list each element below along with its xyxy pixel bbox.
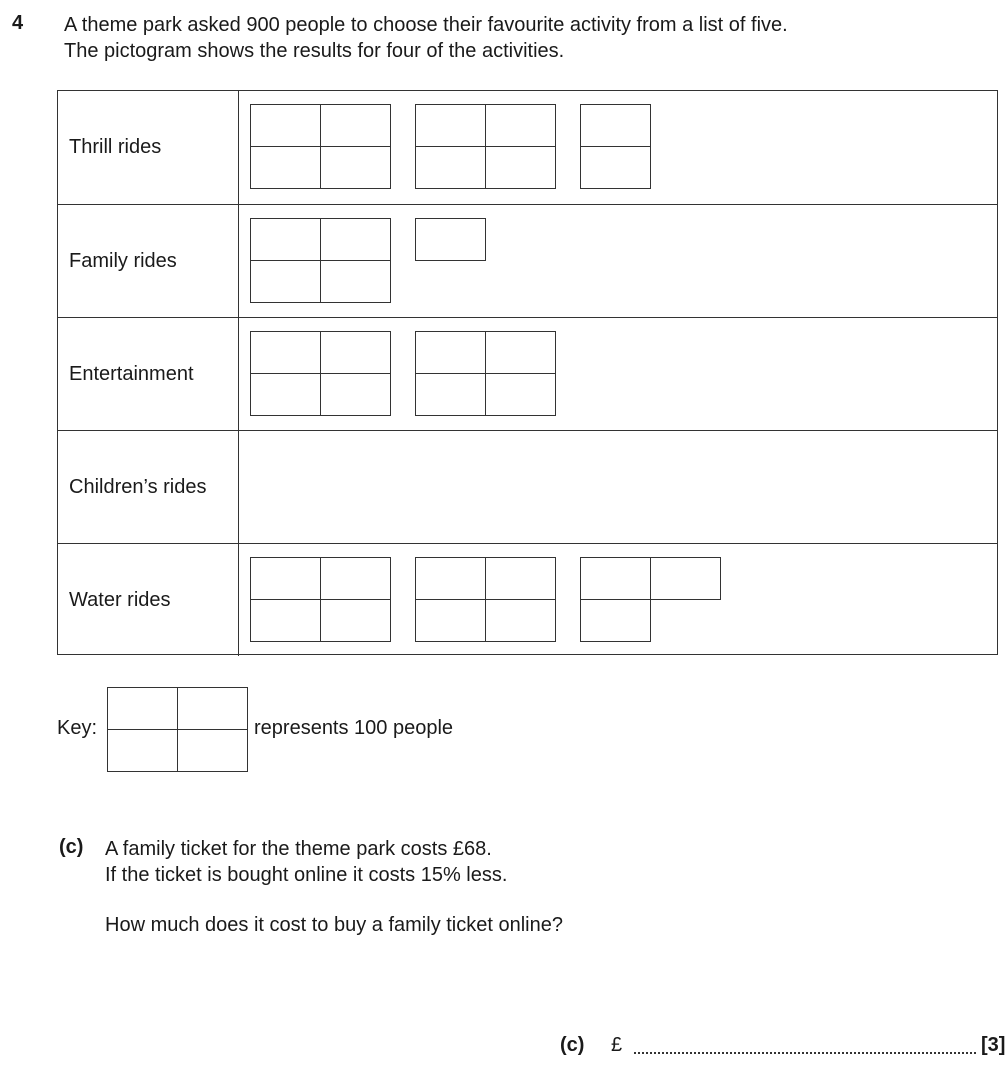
pictogram-quarter-symbol bbox=[250, 218, 321, 261]
answer-line[interactable] bbox=[634, 1052, 976, 1054]
row-label: Children’s rides bbox=[58, 431, 239, 543]
key-quarter bbox=[177, 687, 248, 730]
pictogram-quarter-symbol bbox=[320, 599, 391, 642]
question-number: 4 bbox=[12, 12, 24, 34]
pictogram-quarter-symbol bbox=[485, 146, 556, 189]
row-symbols bbox=[239, 205, 997, 317]
pictogram-quarter-symbol bbox=[415, 373, 486, 416]
key-quarter bbox=[107, 687, 178, 730]
pictogram-quarter-symbol bbox=[415, 104, 486, 147]
pictogram-quarter-symbol bbox=[485, 557, 556, 600]
pictogram-quarter-symbol bbox=[320, 557, 391, 600]
pictogram-row-entertainment bbox=[58, 317, 997, 430]
pictogram-row-thrill-rides bbox=[58, 91, 997, 204]
pictogram-quarter-symbol bbox=[320, 104, 391, 147]
answer-marks: [3] bbox=[981, 1034, 1006, 1056]
pictogram-quarter-symbol bbox=[320, 218, 391, 261]
answer-currency: £ bbox=[611, 1034, 623, 1056]
pictogram-quarter-symbol bbox=[415, 218, 486, 261]
pictogram-row-childrens-rides bbox=[58, 430, 997, 543]
pictogram-quarter-symbol bbox=[250, 373, 321, 416]
row-label: Water rides bbox=[58, 544, 239, 656]
intro-line-1: A theme park asked 900 people to choose their favourite activity from a list of five. bbox=[64, 14, 788, 36]
pictogram-quarter-symbol bbox=[320, 373, 391, 416]
pictogram-table bbox=[57, 90, 998, 655]
row-label: Entertainment bbox=[58, 318, 239, 430]
key-symbol bbox=[107, 687, 248, 772]
pictogram-quarter-symbol bbox=[250, 599, 321, 642]
part-c-line-2: If the ticket is bought online it costs 15% less. bbox=[105, 864, 508, 886]
row-symbols bbox=[239, 318, 997, 430]
pictogram-quarter-symbol bbox=[580, 599, 651, 642]
pictogram-row-water-rides bbox=[58, 543, 997, 656]
pictogram-quarter-symbol bbox=[250, 146, 321, 189]
row-label: Thrill rides bbox=[58, 91, 239, 204]
pictogram-quarter-symbol bbox=[250, 331, 321, 374]
answer-label: (c) bbox=[560, 1034, 585, 1056]
pictogram-quarter-symbol bbox=[320, 146, 391, 189]
pictogram-quarter-symbol bbox=[415, 146, 486, 189]
part-c-label: (c) bbox=[59, 836, 84, 858]
pictogram-quarter-symbol bbox=[415, 599, 486, 642]
pictogram-quarter-symbol bbox=[415, 557, 486, 600]
pictogram-quarter-symbol bbox=[250, 260, 321, 303]
pictogram-quarter-symbol bbox=[320, 331, 391, 374]
pictogram-quarter-symbol bbox=[485, 599, 556, 642]
key-quarter bbox=[177, 729, 248, 772]
pictogram-quarter-symbol bbox=[250, 104, 321, 147]
part-c-line-1: A family ticket for the theme park costs £68. bbox=[105, 838, 492, 860]
pictogram-quarter-symbol bbox=[580, 146, 651, 189]
pictogram-quarter-symbol bbox=[415, 331, 486, 374]
row-symbols bbox=[239, 544, 997, 656]
key-text: represents 100 people bbox=[254, 717, 454, 739]
part-c-question: How much does it cost to buy a family ticket online? bbox=[105, 914, 563, 936]
pictogram-row-family-rides bbox=[58, 204, 997, 317]
row-label: Family rides bbox=[58, 205, 239, 317]
pictogram-quarter-symbol bbox=[320, 260, 391, 303]
key-label: Key: bbox=[57, 717, 98, 739]
key-quarter bbox=[107, 729, 178, 772]
pictogram-quarter-symbol bbox=[250, 557, 321, 600]
pictogram-quarter-symbol bbox=[485, 373, 556, 416]
pictogram-quarter-symbol bbox=[580, 104, 651, 147]
question-intro bbox=[64, 12, 788, 64]
pictogram-quarter-symbol bbox=[650, 557, 721, 600]
pictogram-quarter-symbol bbox=[580, 557, 651, 600]
part-c-text bbox=[105, 836, 507, 888]
intro-line-2: The pictogram shows the results for four of the activities. bbox=[64, 40, 565, 62]
row-symbols bbox=[239, 91, 997, 204]
pictogram-quarter-symbol bbox=[485, 104, 556, 147]
row-symbols-empty[interactable] bbox=[239, 431, 997, 543]
pictogram-quarter-symbol bbox=[485, 331, 556, 374]
